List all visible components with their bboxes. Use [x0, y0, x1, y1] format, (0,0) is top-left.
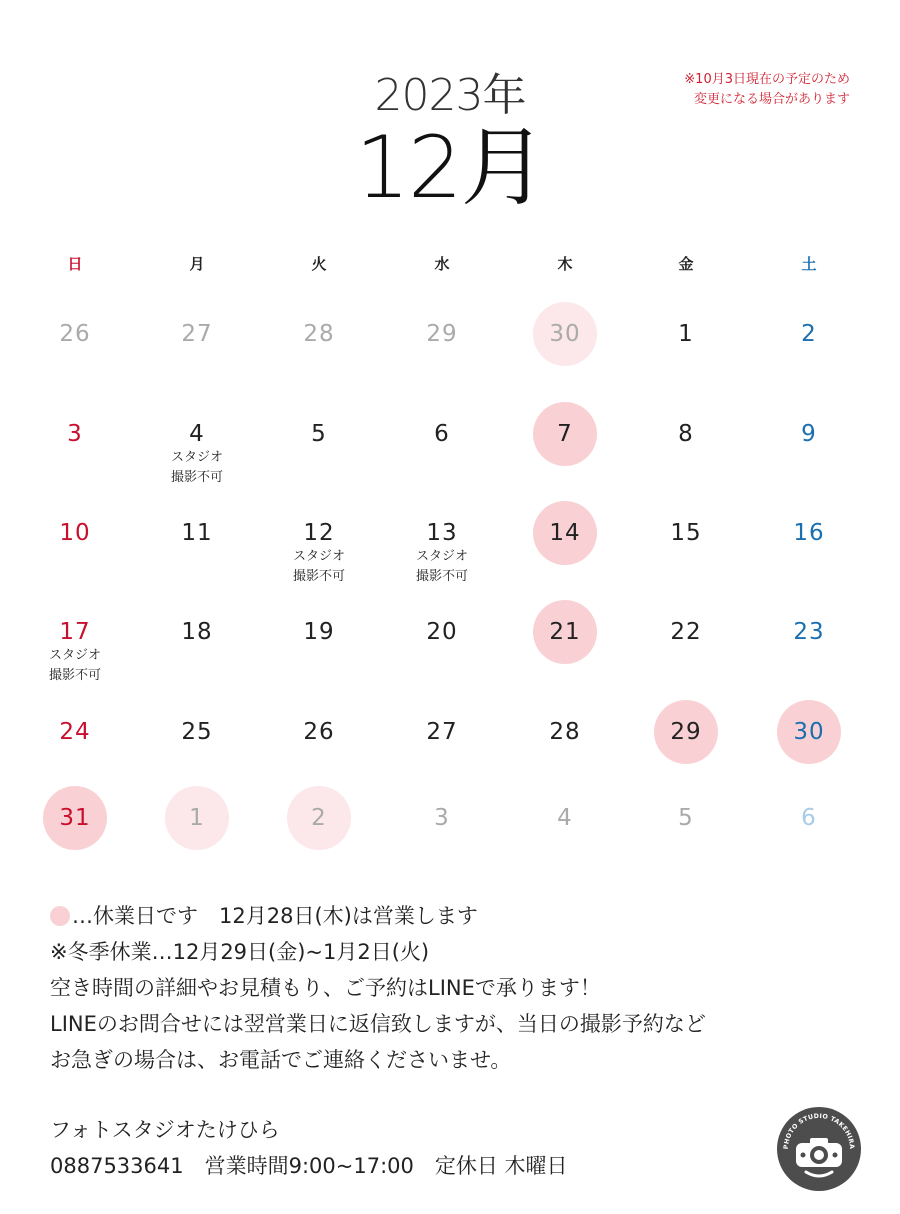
day-number: 11 [181, 520, 213, 546]
calendar-day [748, 600, 870, 680]
day-number: 15 [670, 520, 702, 546]
studio-unavailable-note [381, 547, 503, 587]
calendar-day [381, 700, 503, 780]
day-number: 6 [434, 421, 450, 447]
studio-info [50, 1112, 568, 1184]
day-number: 16 [793, 520, 825, 546]
calendar-day [258, 302, 380, 382]
day-number: 30 [549, 321, 581, 347]
legend-text: …休業日です 12月28日(木)は営業します [72, 904, 478, 928]
note-line-1: スタジオ [170, 450, 223, 465]
note-line-2: 撮影不可 [170, 470, 223, 485]
calendar-day [136, 786, 258, 866]
studio-contact: 0887533641 営業時間9:00~17:00 定休日 木曜日 [50, 1154, 568, 1178]
studio-unavailable-note [136, 448, 258, 488]
weekday-thu: 木 [557, 255, 573, 273]
calendar-day [504, 786, 626, 866]
calendar-day [136, 501, 258, 581]
calendar-day [136, 302, 258, 382]
day-number: 12 [303, 520, 335, 546]
day-number: 4 [557, 805, 573, 831]
calendar-day [14, 700, 136, 780]
note-line-2: 撮影不可 [292, 569, 345, 584]
calendar-day [258, 402, 380, 482]
calendar-day [258, 786, 380, 866]
day-number: 19 [303, 619, 335, 645]
calendar-day [748, 700, 870, 780]
calendar-day [748, 302, 870, 382]
day-number: 10 [59, 520, 91, 546]
day-number: 28 [303, 321, 335, 347]
day-number: 26 [59, 321, 91, 347]
calendar-day [136, 402, 258, 485]
day-number: 6 [801, 805, 817, 831]
day-number: 31 [59, 805, 91, 831]
calendar-day [14, 402, 136, 482]
day-number: 18 [181, 619, 213, 645]
calendar-day [504, 402, 626, 482]
calendar-day [258, 700, 380, 780]
weekday-fri: 金 [678, 255, 694, 273]
day-number: 1 [678, 321, 694, 347]
calendar-day [381, 402, 503, 482]
day-number: 29 [670, 719, 702, 745]
day-number: 8 [678, 421, 694, 447]
day-number: 30 [793, 719, 825, 745]
calendar-day [381, 786, 503, 866]
calendar-day [504, 700, 626, 780]
day-number: 4 [189, 421, 205, 447]
calendar-day [136, 700, 258, 780]
calendar-day [381, 600, 503, 680]
calendar-day [748, 786, 870, 866]
note-line-2: 撮影不可 [415, 569, 468, 584]
calendar-day [381, 501, 503, 584]
line-booking-note: 空き時間の詳細やお見積もり、ご予約はLINEで承ります！ [50, 976, 601, 1000]
calendar-day [625, 402, 747, 482]
day-number: 3 [67, 421, 83, 447]
weekday-sat: 土 [801, 255, 817, 273]
day-number: 27 [426, 719, 458, 745]
notice-line-2: 変更になる場合があります [693, 92, 850, 107]
day-number: 5 [311, 421, 327, 447]
schedule-notice [684, 70, 850, 110]
calendar-day [625, 600, 747, 680]
notice-line-1: ※10月3日現在の予定のため [684, 72, 850, 87]
studio-unavailable-note [258, 547, 380, 587]
day-number: 3 [434, 805, 450, 831]
day-number: 2 [311, 805, 327, 831]
calendar-day [14, 302, 136, 382]
calendar-day [504, 501, 626, 581]
day-number: 22 [670, 619, 702, 645]
weekday-sun: 日 [67, 255, 83, 273]
calendar-day [625, 786, 747, 866]
weekday-mon: 月 [189, 255, 205, 273]
day-number: 14 [549, 520, 581, 546]
day-number: 26 [303, 719, 335, 745]
day-number: 5 [678, 805, 694, 831]
calendar-day [504, 600, 626, 680]
calendar-day [136, 600, 258, 680]
year-heading: 2023年 [374, 70, 526, 121]
day-number: 21 [549, 619, 581, 645]
calendar-day [14, 600, 136, 683]
day-number: 24 [59, 719, 91, 745]
phone-contact-note: お急ぎの場合は、お電話でご連絡くださいませ。 [50, 1048, 512, 1072]
weekday-wed: 水 [434, 255, 450, 273]
day-number: 27 [181, 321, 213, 347]
weekday-tue: 火 [311, 255, 327, 273]
calendar-day [14, 786, 136, 866]
day-number: 17 [59, 619, 91, 645]
day-number: 29 [426, 321, 458, 347]
calendar-day [625, 700, 747, 780]
day-number: 23 [793, 619, 825, 645]
note-line-1: スタジオ [292, 549, 345, 564]
day-number: 28 [549, 719, 581, 745]
logo-text: PHOTO STUDIO TAKEHIRA [782, 1112, 856, 1150]
calendar-day [504, 302, 626, 382]
calendar-day [258, 501, 380, 584]
note-line-2: 撮影不可 [48, 668, 101, 683]
calendar-day [748, 501, 870, 581]
calendar-day [381, 302, 503, 382]
calendar-day [748, 402, 870, 482]
day-number: 13 [426, 520, 458, 546]
note-line-1: スタジオ [415, 549, 468, 564]
day-number: 9 [801, 421, 817, 447]
calendar-day [14, 501, 136, 581]
day-number: 25 [181, 719, 213, 745]
month-heading: 12月 [355, 118, 545, 218]
day-number: 1 [189, 805, 205, 831]
studio-name: フォトスタジオたけひら [50, 1118, 280, 1142]
calendar-day [625, 302, 747, 382]
studio-unavailable-note [14, 646, 136, 686]
day-number: 2 [801, 321, 817, 347]
line-reply-note: LINEのお問合せには翌営業日に返信致しますが、当日の撮影予約など [50, 1012, 706, 1036]
footer-notes [50, 898, 870, 1078]
note-line-1: スタジオ [48, 648, 101, 663]
day-number: 7 [557, 421, 573, 447]
legend-line [50, 898, 870, 934]
day-number: 20 [426, 619, 458, 645]
calendar-day [625, 501, 747, 581]
calendar-day [258, 600, 380, 680]
winter-holiday-note: ※冬季休業…12月29日(金)~1月2日(火) [50, 940, 430, 964]
closed-day-marker [50, 906, 70, 926]
studio-logo [776, 1106, 862, 1192]
